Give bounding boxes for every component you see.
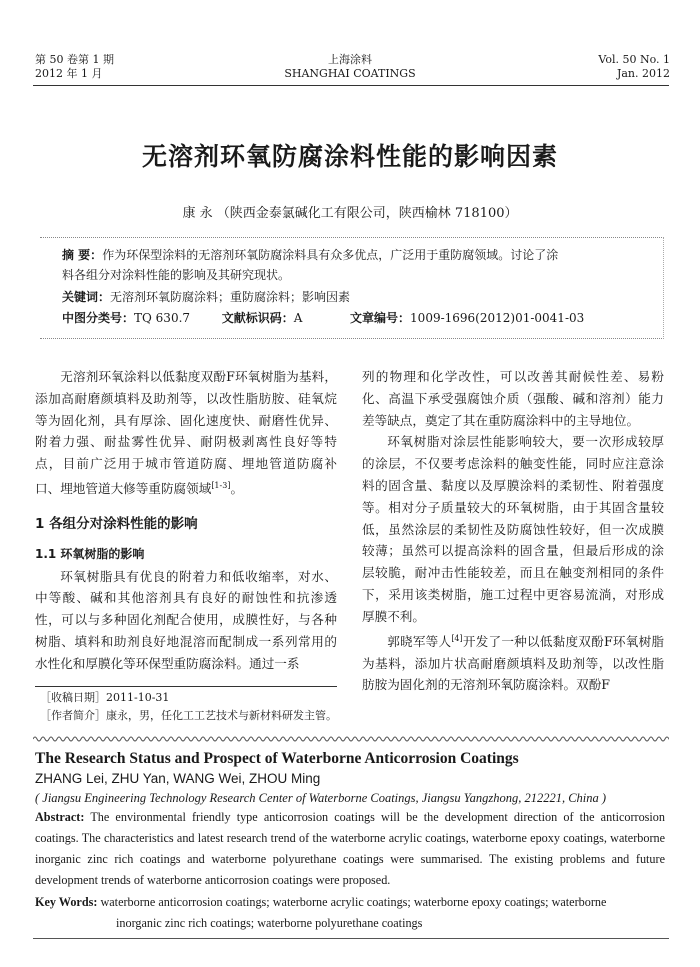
keywords-cn <box>62 287 657 307</box>
keywords-label: 关键词： <box>62 290 111 304</box>
received-date: ［收稿日期］2011-10-31 <box>40 691 170 704</box>
abstract-label: 摘 要： <box>62 248 103 262</box>
english-abstract-text: The environmental friendly type anticorrosion coatings will be the development direction of the anticorrosion coatings. The characteristics and latest research trend of the waterborne acrylic coatings, waterborne epoxy coatings, waterborne inorganic zinc rich coatings and waterborne polyurethane coatings were summarised. The existing problems and future development trends of waterborne anticorrosion coatings were proposed. <box>35 810 665 887</box>
publication-date: 2012 年 1 月 <box>35 67 103 80</box>
author-bio: ［作者简介］康永，男，任化工工艺技术与新材料研发主管。 <box>40 709 337 722</box>
classification-row <box>62 308 657 328</box>
clc-label: 中图分类号： <box>62 311 135 325</box>
bottom-rule <box>33 938 669 939</box>
english-abstract-label: Abstract: <box>35 810 85 824</box>
keywords-text: 无溶剂环氧防腐涂料；重防腐涂料；影响因素 <box>110 290 351 304</box>
volume-issue-en: Vol. 50 No. 1 <box>598 53 670 66</box>
intro-text: 无溶剂环氧涂料以低黏度双酚F环氧树脂为基料，添加高耐磨颜填料及助剂等，以改性脂肪胺、硅氧烷等为固化剂，具有厚涂、固化速度快、耐磨性优异、附着力强、耐盐雾性优异、耐阴极剥离性良好等特点，目前广泛用于城市管道防腐、埋地管道防腐补口、埋地管道大修等重防腐领域 <box>35 369 337 497</box>
section-heading-1: 1 各组分对涂料性能的影响 <box>35 515 198 532</box>
journal-name-cn: 上海涂料 <box>328 53 372 66</box>
english-affiliation: ( Jiangsu Engineering Technology Research Center of Waterborne Coatings, Jiangsu Yangzhong, 212221, China ) <box>35 791 607 805</box>
english-abstract <box>35 807 665 891</box>
paragraph-coating-performance: 环氧树脂对涂层性能影响较大，要一次形成较厚的涂层，不仅要考虑涂料的触变性能，同时应注意涂料的固含量、黏度以及厚膜涂料的柔韧性、附着强度等。相对分子质量较大的环氧树脂，由于其固含量较低，虽然涂层的柔韧性及防腐蚀性较好，但一次成膜较薄；虽然可以提高涂料的固含量，但最后形成的涂层较脆，耐冲击性能较差，而且在触变剂相同的条件下，采用该类树脂，施工过程中更容易流淌，对形成厚膜不利。 <box>362 434 664 624</box>
paragraph-guo <box>362 628 664 697</box>
english-keywords-label: Key Words: <box>35 895 98 909</box>
intro-citation: [1-3] <box>211 480 231 490</box>
abstract-text-1: 作为环保型涂料的无溶剂环氧防腐涂料具有众多优点，广泛用于重防腐领域。讨论了涂 <box>102 248 559 262</box>
header-divider <box>33 85 669 86</box>
intro-end: 。 <box>230 481 244 497</box>
english-keywords <box>35 892 665 934</box>
journal-name-en: SHANGHAI COATINGS <box>284 67 416 80</box>
journal-name <box>0 53 700 81</box>
footnote-divider <box>35 686 337 687</box>
publication-date-en: Jan. 2012 <box>616 67 670 80</box>
wavy-divider <box>33 735 669 743</box>
body-left-column <box>35 366 337 675</box>
english-keywords-line1: waterborne anticorrosion coatings; waterborne acrylic coatings; waterborne epoxy coatings; waterborne <box>97 895 607 909</box>
guo-start: 郭晓军等人 <box>387 633 452 649</box>
section-heading-1-1: 1.1 环氧树脂的影响 <box>35 546 145 561</box>
article-number-label: 文章编号： <box>350 311 411 325</box>
guo-text: 开发了一种以低黏度双酚F环氧树脂为基料，添加片状高耐磨颜填料及助剂等，以改性脂肪胺为固化剂的无溶剂环氧防腐涂料。双酚F <box>362 633 664 693</box>
doc-code-label: 文献标识码： <box>221 311 294 325</box>
abstract-cn-line2 <box>62 265 657 285</box>
english-title: The Research Status and Prospect of Waterborne Anticorrosion Coatings <box>35 750 519 767</box>
paragraph-intro <box>35 366 337 500</box>
paragraph-epoxy: 环氧树脂具有优良的附着力和低收缩率，对水、中等酸、碱和其他溶剂具有良好的耐蚀性和抗渗透性，可以与多种固化剂配合使用，成膜性好，与各种树脂、填料和助剂良好地混溶而配制成一系列常用的水性化和厚膜化等环保型重防腐涂料。通过一系 <box>35 568 337 671</box>
paragraph-continued: 列的物理和化学改性，可以改善其耐候性差、易粉化、高温下承受强腐蚀介质（强酸、碱和溶剂）能力差等缺点，奠定了其在重防腐涂料中的主导地位。 <box>362 369 664 428</box>
author-line: 康 永 （陕西金泰氯碱化工有限公司，陕西榆林 718100） <box>182 206 518 221</box>
journal-volume-info-en <box>598 53 670 81</box>
abstract-cn <box>62 245 657 265</box>
body-right-column <box>362 366 664 696</box>
clc-value: TQ 630.7 <box>134 311 191 325</box>
english-keywords-line2: inorganic zinc rich coatings; waterborne polyurethane coatings <box>116 916 423 930</box>
doc-code-value: A <box>293 311 303 325</box>
article-number-value: 1009-1696(2012)01-0041-03 <box>410 311 585 325</box>
english-authors: ZHANG Lei, ZHU Yan, WANG Wei, ZHOU Ming <box>35 771 321 786</box>
paper-title: 无溶剂环氧防腐涂料性能的影响因素 <box>141 142 558 171</box>
guo-citation: [4] <box>451 633 463 643</box>
volume-issue: 第 50 卷第 1 期 <box>35 53 114 66</box>
abstract-text-2: 料各组分对涂料性能的影响及其研究现状。 <box>62 268 291 282</box>
